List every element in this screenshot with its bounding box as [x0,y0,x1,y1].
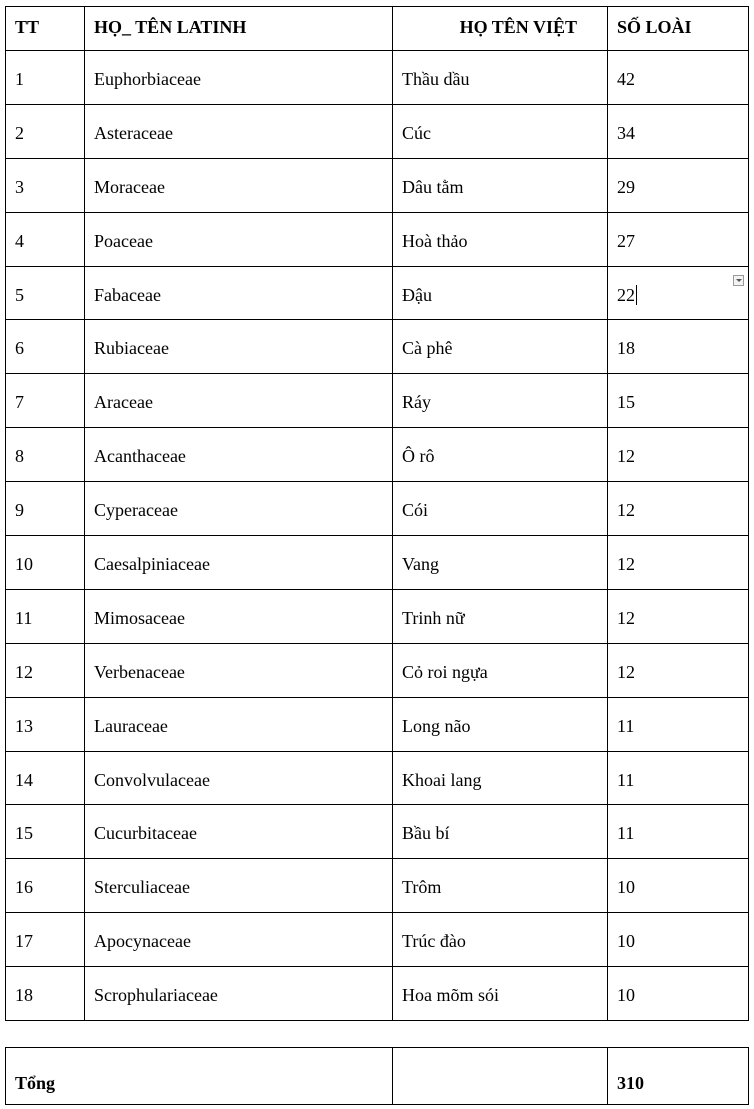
row-vietnamese-name[interactable]: Khoai lang [393,751,608,805]
row-species-count[interactable]: 22 [608,266,749,320]
total-label: Tổng [6,1048,393,1105]
row-latin-name[interactable]: Mimosaceae [85,589,393,643]
row-latin-name[interactable]: Verbenaceae [85,643,393,697]
row-species-count[interactable]: 34 [608,104,749,158]
row-vietnamese-name[interactable]: Dâu tằm [393,158,608,212]
header-vietnamese-name: HỌ TÊN VIỆT [393,7,608,51]
row-stt[interactable]: 2 [6,104,85,158]
row-stt[interactable]: 10 [6,536,85,590]
row-latin-name[interactable]: Sterculiaceae [85,859,393,913]
row-stt[interactable]: 18 [6,967,85,1021]
row-stt[interactable]: 12 [6,643,85,697]
header-species-count: SỐ LOÀI [608,7,749,51]
row-stt[interactable]: 1 [6,51,85,105]
row-vietnamese-name[interactable]: Trôm [393,859,608,913]
row-vietnamese-name[interactable]: Cói [393,482,608,536]
table-row [6,374,749,428]
row-vietnamese-name[interactable]: Ô rô [393,428,608,482]
row-latin-name[interactable]: Moraceae [85,158,393,212]
row-species-count[interactable]: 18 [608,320,749,374]
header-row [6,7,749,51]
table-row [6,51,749,105]
row-latin-name[interactable]: Rubiaceae [85,320,393,374]
row-stt[interactable]: 14 [6,751,85,805]
row-species-count[interactable]: 12 [608,536,749,590]
table-row [6,589,749,643]
row-vietnamese-name[interactable]: Hoa mõm sói [393,967,608,1021]
row-vietnamese-name[interactable]: Long não [393,697,608,751]
table-row [6,320,749,374]
row-vietnamese-name[interactable]: Thầu dầu [393,51,608,105]
row-latin-name[interactable]: Lauraceae [85,697,393,751]
row-species-count[interactable]: 12 [608,428,749,482]
row-stt[interactable]: 3 [6,158,85,212]
table-row [6,482,749,536]
row-vietnamese-name[interactable]: Bầu bí [393,805,608,859]
row-species-count[interactable]: 10 [608,859,749,913]
row-vietnamese-name[interactable]: Cúc [393,104,608,158]
row-vietnamese-name[interactable]: Đậu [393,266,608,320]
row-species-count[interactable]: 12 [608,482,749,536]
row-species-count[interactable]: 11 [608,697,749,751]
table-row [6,697,749,751]
row-vietnamese-name[interactable]: Trúc đào [393,913,608,967]
row-latin-name[interactable]: Asteraceae [85,104,393,158]
row-latin-name[interactable]: Araceae [85,374,393,428]
row-stt[interactable]: 15 [6,805,85,859]
cell-dropdown-icon[interactable] [733,275,744,286]
row-latin-name[interactable]: Cyperaceae [85,482,393,536]
row-vietnamese-name[interactable]: Hoà thảo [393,212,608,266]
row-vietnamese-name[interactable]: Ráy [393,374,608,428]
table-row [6,536,749,590]
row-species-count[interactable]: 42 [608,51,749,105]
text-cursor [636,285,637,305]
total-value: 310 [608,1048,749,1105]
row-species-count[interactable]: 11 [608,805,749,859]
table-row [6,212,749,266]
row-stt[interactable]: 7 [6,374,85,428]
header-latin-name: HỌ_ TÊN LATINH [85,7,393,51]
row-latin-name[interactable]: Poaceae [85,212,393,266]
table-row [6,859,749,913]
table-row [6,967,749,1021]
table-row [6,805,749,859]
row-stt[interactable]: 5 [6,266,85,320]
row-latin-name[interactable]: Fabaceae [85,266,393,320]
header-stt: TT [6,7,85,51]
row-species-count[interactable]: 10 [608,967,749,1021]
row-latin-name[interactable]: Convolvulaceae [85,751,393,805]
row-vietnamese-name[interactable]: Vang [393,536,608,590]
row-stt[interactable]: 4 [6,212,85,266]
row-species-count[interactable]: 27 [608,212,749,266]
row-stt[interactable]: 9 [6,482,85,536]
total-empty-cell [393,1048,608,1105]
table-row [6,104,749,158]
row-species-count[interactable]: 11 [608,751,749,805]
row-stt[interactable]: 6 [6,320,85,374]
table-row [6,913,749,967]
row-latin-name[interactable]: Apocynaceae [85,913,393,967]
row-species-count[interactable]: 12 [608,643,749,697]
total-row [6,1048,749,1105]
row-stt[interactable]: 17 [6,913,85,967]
row-vietnamese-name[interactable]: Cỏ roi ngựa [393,643,608,697]
row-latin-name[interactable]: Euphorbiaceae [85,51,393,105]
row-vietnamese-name[interactable]: Trinh nữ [393,589,608,643]
table-row [6,428,749,482]
row-latin-name[interactable]: Cucurbitaceae [85,805,393,859]
table-row [6,643,749,697]
row-latin-name[interactable]: Scrophulariaceae [85,967,393,1021]
table-row [6,158,749,212]
row-species-count[interactable]: 15 [608,374,749,428]
row-stt[interactable]: 11 [6,589,85,643]
table-row [6,266,749,320]
row-species-count[interactable]: 29 [608,158,749,212]
row-stt[interactable]: 16 [6,859,85,913]
row-latin-name[interactable]: Caesalpiniaceae [85,536,393,590]
row-stt[interactable]: 8 [6,428,85,482]
row-species-count[interactable]: 10 [608,913,749,967]
families-table [5,6,749,1021]
row-vietnamese-name[interactable]: Cà phê [393,320,608,374]
table-row [6,751,749,805]
total-table [5,1047,749,1105]
row-latin-name[interactable]: Acanthaceae [85,428,393,482]
row-species-count[interactable]: 12 [608,589,749,643]
row-stt[interactable]: 13 [6,697,85,751]
